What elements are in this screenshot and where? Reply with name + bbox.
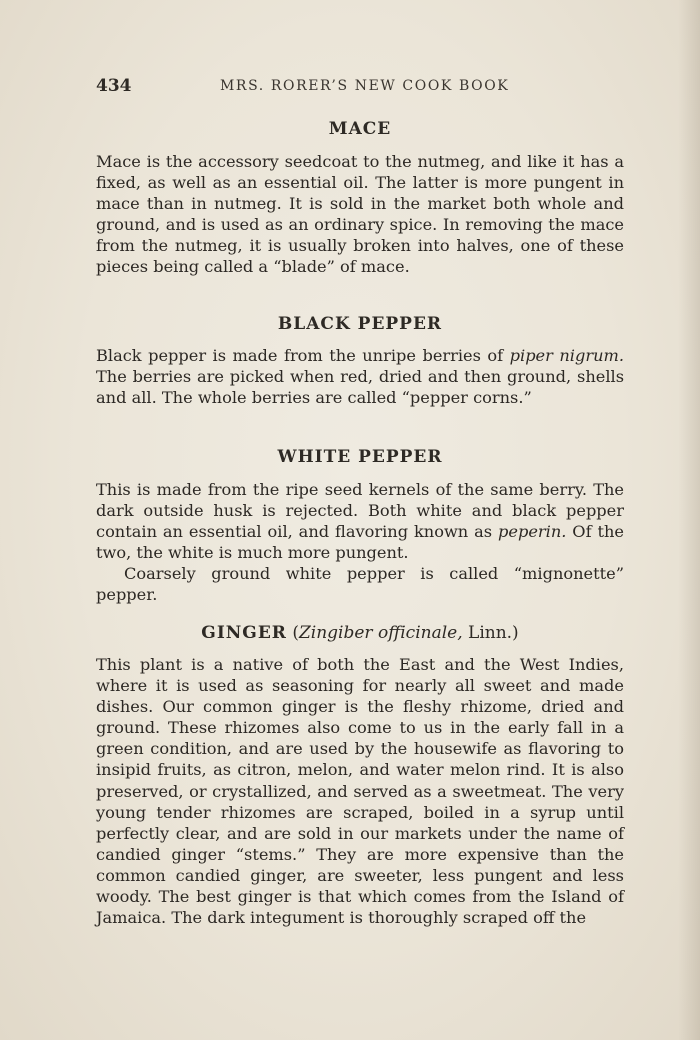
white-pepper-text-before: This is made from the ripe seed kernels of the same berry. The dark outside husk is rejected. Both white and black pepper contain an essential oil, and flavoring known as: [96, 480, 624, 542]
paragraph-white-pepper-mignonette: Coarsely ground white pepper is called “mignonette” pepper.: [96, 564, 624, 605]
section-mace: [96, 116, 624, 278]
black-pepper-text-after: The berries are picked when red, dried and then ground, shells and all. The whole berries are called “pepper corns.”: [96, 367, 624, 408]
section-ginger: [96, 620, 624, 928]
paragraph-black-pepper: [96, 345, 624, 408]
section-white-pepper: [96, 444, 624, 606]
section-title-ginger: [96, 620, 624, 646]
ginger-latin-open: (: [286, 623, 299, 643]
black-pepper-text-before: Black pepper is made from the unripe berries of: [96, 346, 510, 365]
black-pepper-latin: piper nigrum.: [509, 346, 624, 365]
page-number: 434: [96, 76, 132, 96]
section-black-pepper: [96, 311, 624, 408]
running-head: MRS. RORER’S NEW COOK BOOK: [220, 78, 510, 94]
ginger-latin-name: Zingiber officinale,: [298, 623, 463, 643]
section-title-black-pepper: BLACK PEPPER: [277, 314, 443, 334]
white-pepper-text-after: Of the two, the white is much more pungent.: [96, 522, 624, 563]
paragraph-mace: Mace is the accessory seedcoat to the nutmeg, and like it has a fixed, as well as an essential oil. The latter is more pungent in mace than in nutmeg. It is sold in the market both whole and ground, and is used as an ordinary spice. In removing the mace from the nutmeg, it is usually broken into halves, one of these pieces being called a “blade” of mace.: [96, 152, 624, 277]
section-title-white-pepper: WHITE PEPPER: [277, 447, 443, 467]
page-header: [96, 76, 624, 98]
section-title-mace: MACE: [328, 119, 392, 139]
page-edge-shadow: [678, 0, 700, 1040]
white-pepper-latin: peperin.: [498, 522, 567, 542]
ginger-latin-author: Linn.): [462, 623, 519, 643]
paragraph-white-pepper: [96, 479, 624, 563]
ginger-title: GINGER: [201, 623, 287, 643]
paragraph-ginger: This plant is a native of both the East and the West Indies, where it is used as seasoning for nearly all sweet and made dishes. Our common ginger is the fleshy rhizome, dried and ground. These rhizomes also come to us in the early fall in a green condition, and are used by the housewife as flavoring to insipid fruits, as citron, melon, and water melon rind. It is also preserved, or crystallized, and served as a sweetmeat. The very young tender rhizomes are scraped, boiled in a syrup until perfectly clear, and are sold in our markets under the name of candied ginger “stems.” They are more expensive than the common candied ginger, are sweeter, less pungent and less woody. The best ginger is that which comes from the Island of Jamaica. The dark integument is thoroughly scraped off the: [96, 655, 624, 928]
